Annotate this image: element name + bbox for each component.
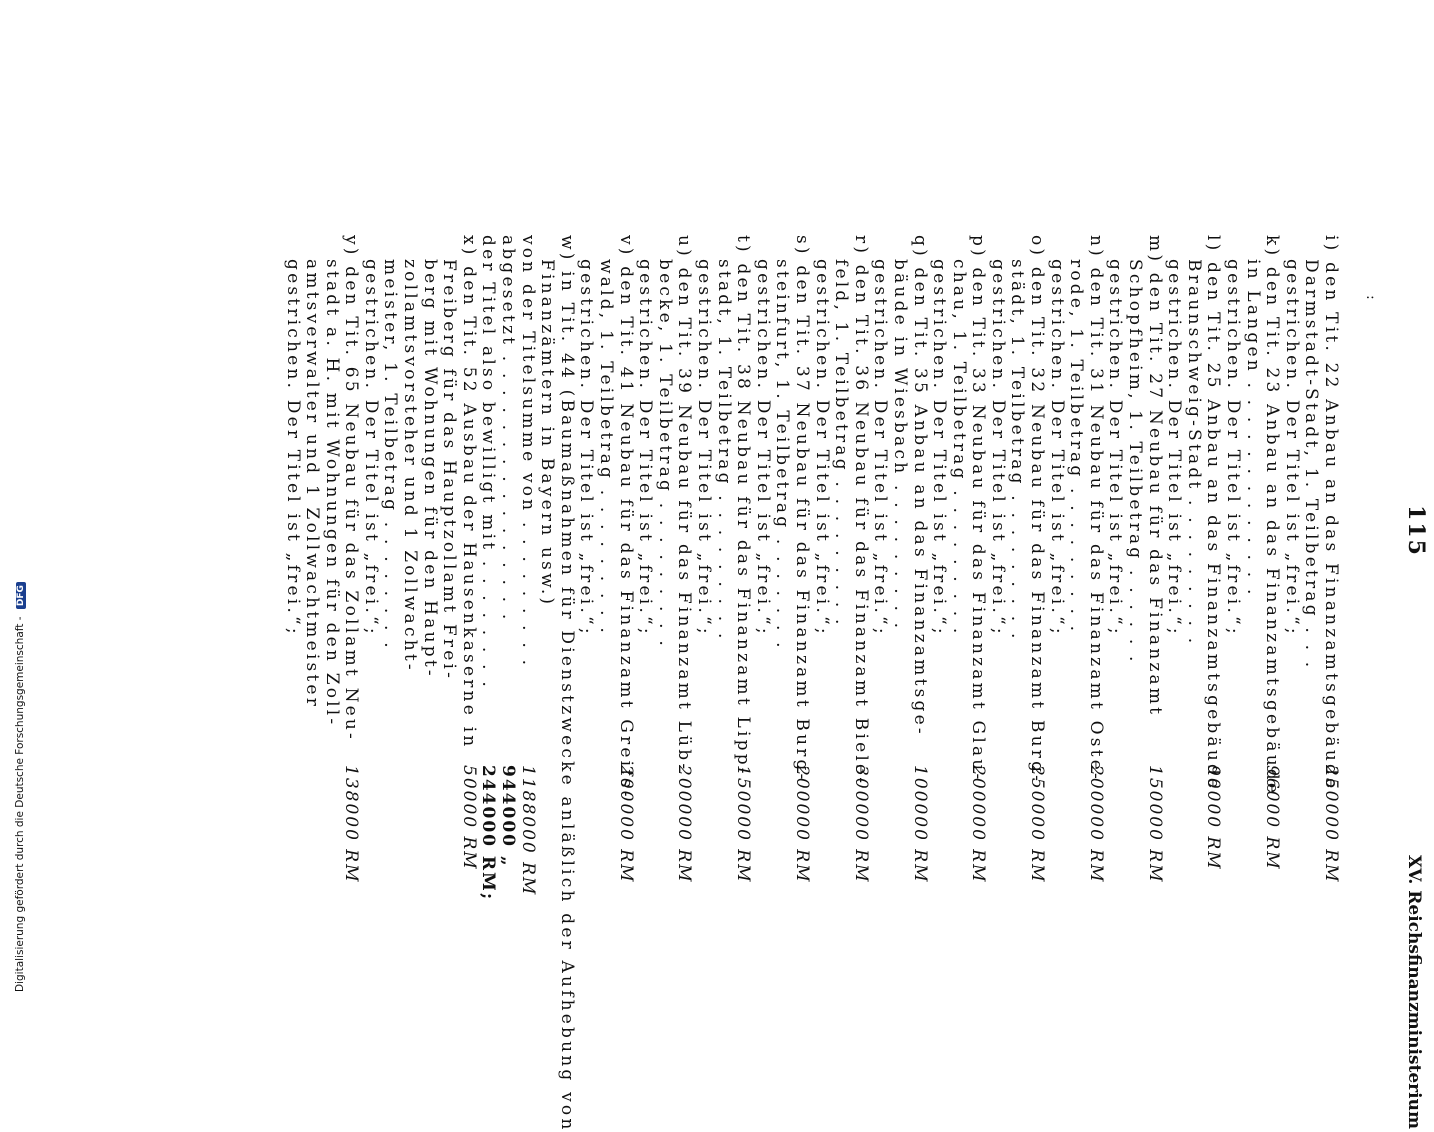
entry-amount: 200000 RM <box>615 765 636 884</box>
entry-text: amtsverwalter und 1 Zollwachtmeister <box>302 259 323 710</box>
entry-line <box>478 235 498 915</box>
entry-line <box>321 235 341 915</box>
entry-text: u) den Tit. 39 Neubau für das Finanzamt Lüb- <box>674 235 695 773</box>
entry-amount: 150000 RM <box>1144 765 1165 884</box>
entry-amount: 250000 RM <box>1321 765 1341 884</box>
entry-text: chau, 1. Teilbetrag . . . . . . . . . <box>948 259 969 637</box>
entry-text: Finanzämtern in Bayern usw.) <box>537 259 558 608</box>
entry-line <box>302 235 322 915</box>
entry-text: rode, 1. Teilbetrag . . . . . . . . . <box>1066 259 1087 635</box>
entry-line <box>1066 235 1086 915</box>
entry-text: gestrichen. Der Titel ist „frei.“; <box>811 259 832 637</box>
entry-text: k) den Tit. 23 Anbau an das Finanzamtsgebäude <box>1262 235 1283 797</box>
entry-line <box>360 235 380 915</box>
entry-line <box>595 235 615 915</box>
entry-line <box>811 235 831 915</box>
entry-amount: 1188000 RM <box>517 765 538 897</box>
entry-text: gestrichen. Der Titel ist „frei.“; <box>360 259 381 637</box>
entry-text: gestrichen. Der Titel ist „frei.“; <box>1164 259 1185 637</box>
entry-text: meister, 1. Teilbetrag . . . . . . . . <box>380 259 401 651</box>
entry-line <box>752 235 772 915</box>
entry-text: becke, 1. Teilbetrag . . . . . . . . . <box>654 259 675 649</box>
entry-line <box>713 235 733 915</box>
entry-text: t) den Tit. 38 Neubau für das Finanzamt Lipp- <box>733 235 754 777</box>
entry-line <box>909 235 929 915</box>
entry-amount: 200000 RM <box>791 765 812 884</box>
entry-text: gestrichen. Der Titel ist „frei.“; <box>282 259 303 637</box>
print-mark: : <box>1363 295 1379 300</box>
entry-line <box>1301 235 1321 915</box>
entry-text: gestrichen. Der Titel ist „frei.“; <box>752 259 773 637</box>
entry-amount: 138000 RM <box>341 765 362 884</box>
entry-text: städt, 1. Teilbetrag . . . . . . . . . <box>1007 259 1028 642</box>
entry-text: Darmstadt-Stadt, 1. Teilbetrag . . . <box>1301 259 1322 671</box>
entry-line <box>419 235 439 915</box>
page-number: 115 <box>1403 505 1429 557</box>
entry-line <box>850 235 870 915</box>
entry-line <box>831 235 851 915</box>
entry-line <box>1242 235 1262 915</box>
entry-text: m) den Tit. 27 Neubau für das Finanzamt <box>1144 235 1165 718</box>
entry-line <box>1281 235 1301 915</box>
entry-line <box>1085 235 1105 915</box>
entry-text: n) den Tit. 31 Neubau für das Finanzamt Oste- <box>1085 235 1106 782</box>
entry-line <box>733 235 753 915</box>
entry-text: abgesetzt . . . . . . . . . . . . . . . . <box>498 235 519 623</box>
entry-text: feld, 1. Teilbetrag . . . . . . . . . <box>831 259 852 628</box>
entry-line <box>791 235 811 915</box>
entry-text: gestrichen. Der Titel ist „frei.“; <box>987 259 1008 637</box>
entry-line <box>1203 235 1223 915</box>
entry-text: gestrichen. Der Titel ist „frei.“; <box>1046 259 1067 637</box>
entry-line <box>341 235 361 915</box>
entry-text: gestrichen. Der Titel ist „frei.“; <box>576 259 597 637</box>
entry-line <box>968 235 988 915</box>
entry-text: i) den Tit. 22 Anbau an das Finanzamtsgebäude <box>1321 235 1341 792</box>
entry-line <box>654 235 674 915</box>
entry-amount: 200000 RM <box>968 765 989 884</box>
entry-line <box>282 235 302 915</box>
entry-text: gestrichen. Der Titel ist „frei.“; <box>1223 259 1244 637</box>
entry-text: stadt a. H. mit Wohnungen für den Zoll- <box>321 259 342 728</box>
entry-line <box>576 235 596 915</box>
entry-amount: 944000 „ <box>498 765 519 868</box>
entry-text: gestrichen. Der Titel ist „frei.“; <box>870 259 891 637</box>
entry-amount: 150000 RM <box>733 765 754 884</box>
entry-text: gestrichen. Der Titel ist „frei.“; <box>635 259 656 637</box>
entry-text: steinfurt, 1. Teilbetrag . . . . . . . <box>772 259 793 651</box>
entry-line <box>1222 235 1242 915</box>
entry-text: gestrichen. Der Titel ist „frei.“; <box>1281 259 1302 637</box>
entry-line <box>458 235 478 915</box>
entry-line <box>635 235 655 915</box>
entry-line <box>1144 235 1164 915</box>
page-header <box>1395 235 1429 1129</box>
entry-text: o) den Tit. 32 Neubau für das Finanzamt Burg- <box>1027 235 1048 785</box>
entry-text: v) den Tit. 41 Neubau für das Finanzamt Greifs- <box>615 235 636 800</box>
footer-text: Digitalisierung gefördert durch die Deutsche Forschungsgemeinschaft - <box>14 616 26 992</box>
entry-text: x) den Tit. 52 Ausbau der Hausenkaserne in <box>458 235 479 750</box>
entry-line <box>497 235 517 915</box>
entry-line <box>1027 235 1047 915</box>
entry-text: p) den Tit. 33 Neubau für das Finanzamt Glau- <box>968 235 989 783</box>
entry-line <box>889 235 909 915</box>
entry-text: Braunschweig-Stadt . . . . . . . . . <box>1183 259 1204 647</box>
entry-text: in Langen . . . . . . . . . . . . . <box>1242 259 1263 598</box>
entry-line <box>1105 235 1125 915</box>
entry-amount: 244000 RM; <box>478 765 499 902</box>
entry-amount: 250000 RM <box>1027 765 1048 884</box>
entry-text: zollamtsvorsteher und 1 Zollwacht- <box>400 259 421 673</box>
entry-line <box>870 235 890 915</box>
entry-line <box>1046 235 1066 915</box>
entry-line <box>1262 235 1282 915</box>
entry-line <box>948 235 968 915</box>
digitization-footer <box>14 582 26 992</box>
budget-entries-list <box>282 235 1341 1132</box>
entry-amount: 100000 RM <box>909 765 930 884</box>
entry-text: r) den Tit. 36 Neubau für das Finanzamt Biele- <box>850 235 871 787</box>
entry-amount: 90000 RM <box>1203 765 1224 871</box>
entry-text: gestrichen. Der Titel ist „frei.“; <box>694 259 714 637</box>
entry-text: bäude in Wiesbach . . . . . . . . . <box>889 259 910 632</box>
entry-line <box>1124 235 1144 915</box>
entry-amount: 200000 RM <box>674 765 695 884</box>
entry-text: Freiberg für das Hauptzollamt Frei- <box>439 259 460 682</box>
entry-line <box>1183 235 1203 915</box>
entry-text: wald, 1. Teilbetrag . . . . . . . . . <box>596 259 617 636</box>
entry-amount: 50000 RM <box>458 765 479 871</box>
entry-line <box>1007 235 1027 915</box>
entry-line <box>615 235 635 915</box>
entry-line <box>556 235 577 1132</box>
entry-line <box>929 235 949 915</box>
entry-line <box>693 235 713 915</box>
entry-line <box>400 235 420 915</box>
entry-line <box>987 235 1007 915</box>
entry-text: Schopfheim, 1. Teilbetrag . . . . . . <box>1125 259 1146 665</box>
entry-amount: 200000 RM <box>1085 765 1106 884</box>
entry-text: w) in Tit. 44 (Baumaßnahmen für Dienstzwecke anläßlich der Aufhebung von <box>556 235 577 1132</box>
entry-text: gestrichen. Der Titel ist „frei.“; <box>1105 259 1126 637</box>
entry-line <box>674 235 694 915</box>
entry-line <box>517 235 537 915</box>
entry-line <box>439 235 459 915</box>
entry-line <box>537 235 557 915</box>
rotated-document-sheet <box>140 235 1429 1132</box>
entry-text: s) den Tit. 37 Neubau für das Finanzamt Burg- <box>791 235 812 783</box>
entry-amount: 96000 RM <box>1262 765 1283 871</box>
dfg-logo: DFG <box>16 582 26 609</box>
entry-text: l) den Tit. 25 Anbau an das Finanzamtsgebäude <box>1203 235 1224 792</box>
entry-line <box>1164 235 1184 915</box>
entry-text: berg mit Wohnungen für den Haupt- <box>419 259 440 679</box>
entry-line <box>380 235 400 915</box>
entry-line <box>772 235 792 915</box>
ministry-title: XV. Reichsfinanzministerium <box>1404 855 1424 1129</box>
entry-text: stadt, 1. Teilbetrag . . . . . . . . . <box>713 259 734 642</box>
entry-text: q) den Tit. 35 Anbau an das Finanzamtsge- <box>909 235 930 737</box>
entry-amount: 300000 RM <box>850 765 871 884</box>
entry-text: gestrichen. Der Titel ist „frei.“; <box>929 259 950 637</box>
entry-text: von der Titelsumme von . . . . . . . . . <box>517 235 538 669</box>
entry-text: y) den Tit. 65 Neubau für das Zollamt Neu- <box>341 235 362 742</box>
entry-line <box>1320 235 1340 915</box>
entry-text: der Titel also bewilligt mit . . . . . . . . <box>478 235 499 690</box>
